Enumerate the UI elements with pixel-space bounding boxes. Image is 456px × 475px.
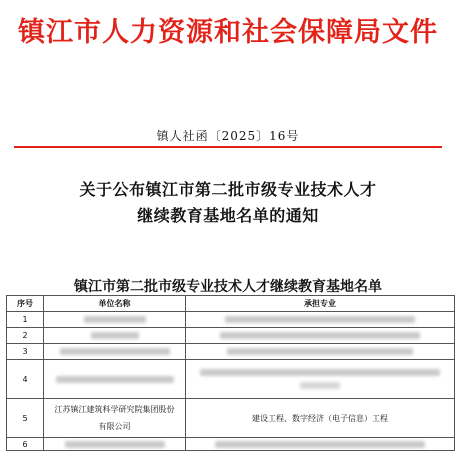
row-seq: 6 [7, 438, 44, 451]
row-unit-redacted [44, 360, 186, 399]
table-row [7, 312, 455, 328]
row-majors: 建设工程、数字经济（电子信息）工程 [186, 399, 455, 438]
row-unit-redacted [44, 312, 186, 328]
column-header-majors: 承担专业 [186, 296, 455, 312]
row-seq: 4 [7, 360, 44, 399]
notice-title-line2: 继续教育基地名单的通知 [137, 206, 319, 225]
row-majors-redacted [186, 344, 455, 360]
row-unit-redacted [44, 328, 186, 344]
column-header-seq: 序号 [7, 296, 44, 312]
row-seq: 2 [7, 328, 44, 344]
document-number: 镇人社函〔2025〕16号 [156, 129, 300, 143]
table-row [7, 344, 455, 360]
table-row [7, 438, 455, 451]
table-header-row [7, 296, 455, 312]
column-header-unit: 单位名称 [44, 296, 186, 312]
row-unit-redacted [44, 438, 186, 451]
red-divider [14, 146, 442, 148]
row-unit-line1: 江苏镇江建筑科学研究院集团股份 [54, 405, 175, 414]
table-row [7, 360, 455, 399]
row-unit [44, 399, 186, 438]
row-seq: 1 [7, 312, 44, 328]
row-unit-redacted [44, 344, 186, 360]
notice-title-line1: 关于公布镇江市第二批市级专业技术人才 [79, 180, 377, 199]
row-seq: 3 [7, 344, 44, 360]
row-seq: 5 [7, 399, 44, 438]
row-majors-redacted [186, 438, 455, 451]
list-title: 镇江市第二批市级专业技术人才继续教育基地名单 [74, 279, 382, 295]
row-majors-redacted [186, 360, 455, 399]
table-row [7, 328, 455, 344]
document-header-title: 镇江市人力资源和社会保障局文件 [18, 17, 438, 48]
row-majors-redacted [186, 312, 455, 328]
table-row [7, 399, 455, 438]
row-majors-redacted [186, 328, 455, 344]
base-list-table [6, 295, 455, 451]
row-unit-line2: 有限公司 [98, 422, 131, 431]
